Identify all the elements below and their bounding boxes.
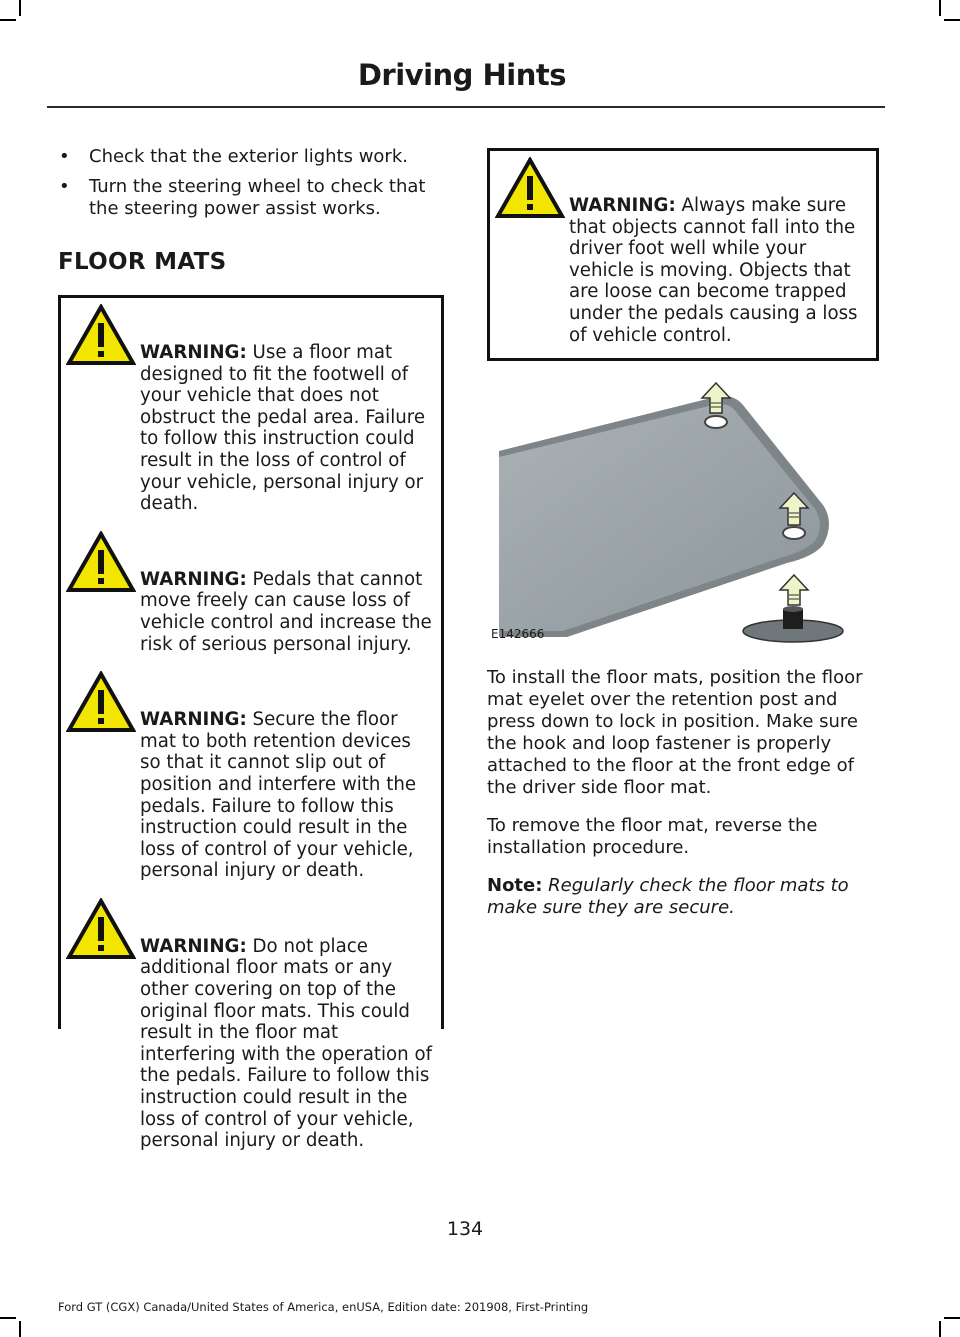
mat-eyelet [705,416,727,428]
crop-mark-top-left-h [0,19,16,21]
warning-box-right [487,148,879,361]
warning-text: Use a floor mat designed to fit the footwell of your vehicle that does not obstruct the pedal area. Failure to follow this instruction could result in the loss of control of your vehicle, personal injury or death. [140,342,426,515]
floor-mat-drawing [487,375,879,645]
warning-block [66,531,434,655]
note-label: Note: [487,875,543,897]
up-arrow-icon [780,575,808,605]
warning-triangle-icon [66,671,136,733]
warning-triangle-icon [66,531,136,593]
warning-label: WARNING: [140,342,247,363]
warning-block [66,898,434,1152]
warning-label: WARNING: [140,935,247,957]
page-title: Driving Hints [357,58,566,92]
left-column [58,146,444,1152]
warning-text: Pedals that cannot move freely can cause loss of vehicle control and increase the risk of serious personal injury. [140,568,432,655]
warning-label: WARNING: [569,195,676,216]
warning-label: WARNING: [140,568,247,590]
warning-triangle-icon [66,898,136,960]
list-item: • Check that the exterior lights work. [59,146,408,167]
bullet-icon: • [59,176,70,197]
mat-eyelet [783,527,805,539]
warning-box-left [58,295,444,1152]
warning-block [66,304,434,515]
install-paragraph: To install the floor mats, position the floor mat eyelet over the retention post and press down to lock in position. Make sure the hook and loop fastener is properly attached to the floor at the front edge of the driver side floor mat. [487,667,863,799]
right-column [487,148,879,919]
crop-mark-bottom-left-v [19,1321,21,1337]
bullet-icon: • [59,146,70,167]
floor-mat-illustration [487,375,879,645]
crop-mark-top-left-v [19,0,21,16]
warning-text: Always make sure that objects cannot fall into the driver foot well while your vehicle is moving. Objects that are loose can become trapped under the pedals causing a loss of vehicle control. [569,195,858,346]
crop-mark-top-right-v [939,0,941,16]
remove-paragraph: To remove the floor mat, reverse the installation procedure. [487,815,818,859]
warning-text: Do not place additional floor mats or any other covering on top of the original floor mats. This could result in the floor mat interfering with the operation of the pedals. Failure to follow this instruction could result in the loss of control of your vehicle, personal injury or death. [140,935,432,1152]
list-item: • Turn the steering wheel to check that the steering power assist works. [59,176,426,219]
note-paragraph [487,875,879,919]
warning-text: Secure the floor mat to both retention devices so that it cannot slip out of position and interfere with the pedals. Failure to follow this instruction could result in the loss of control of your vehicle, personal injury or death. [140,709,417,882]
bullet-list [58,146,444,220]
warning-triangle-icon [66,304,136,366]
header-divider [47,106,885,108]
crop-mark-top-right-h [944,19,960,21]
crop-mark-bottom-right-h [944,1317,960,1319]
warning-label: WARNING: [140,709,247,731]
warning-block [66,671,434,882]
section-heading: FLOOR MATS [58,249,227,275]
figure-code: E142666 [491,627,545,642]
page-number: 134 [446,1218,484,1240]
footer-text: Ford GT (CGX) Canada/United States of America, enUSA, Edition date: 201908, First-Printing [58,1300,589,1314]
crop-mark-bottom-right-v [939,1321,941,1337]
retention-post [743,606,843,642]
warning-triangle-icon [495,157,565,219]
warning-block [495,157,869,346]
note-text: Regularly check the floor mats to make sure they are secure. [487,875,849,919]
crop-mark-bottom-left-h [0,1317,16,1319]
